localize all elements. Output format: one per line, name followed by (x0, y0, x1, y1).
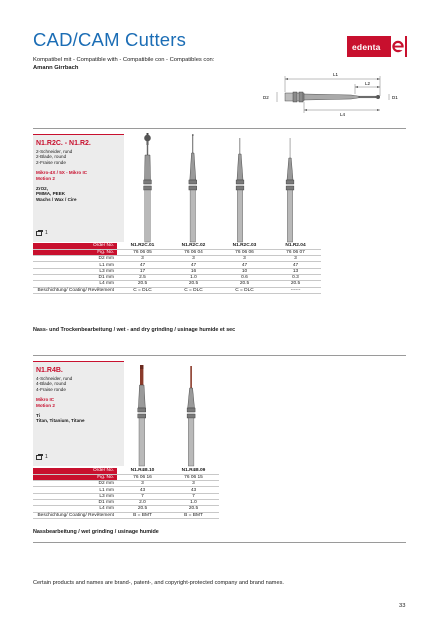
table-cell: ------ (270, 287, 321, 293)
tool-image-n1r2c03 (236, 138, 244, 242)
table-cell: 76 06 15 (168, 474, 219, 480)
table-cell: 13 (270, 268, 321, 274)
product-code: N1.R2C. - N1.R2. (36, 140, 91, 147)
footer-disclaimer: Certain products and names are brand-, patent-, and copyright-protected company and brand names. (33, 580, 284, 586)
label-l1: L1 (333, 72, 339, 77)
material-line: PMMA, PEEK (36, 191, 66, 197)
table-cell: 20.5 (219, 281, 270, 287)
page-number: 33 (399, 603, 406, 609)
material-line: Wachs / Wax / Cire (36, 196, 77, 202)
label-d1: D1 (392, 95, 398, 100)
spec-table-n1r4b (33, 468, 219, 519)
table-cell: 20.5 (168, 281, 219, 287)
product-desc-de: 2-Schneider, rund (36, 149, 73, 154)
table-cell: 17 (117, 268, 168, 274)
table-cell: 3 (219, 256, 270, 262)
table-row (33, 287, 321, 293)
tool-images-n1r4b (135, 364, 215, 468)
package-icon (36, 455, 42, 460)
table-cell: C = DLC (219, 287, 270, 293)
table-cell: N1.R2.04 (270, 243, 321, 249)
machine-line: Mikro IC (36, 397, 55, 403)
table-header-label: Fig. No. (33, 249, 117, 255)
package-icon (36, 231, 42, 236)
usage-note: Nassbearbeitung / wet grinding / usinage humide (33, 529, 159, 535)
spec-table-n1r2 (33, 243, 321, 294)
table-cell: 1.0 (168, 274, 219, 280)
table-cell: 0.6 (219, 274, 270, 280)
divider (33, 128, 406, 129)
row-label: D1 mm (33, 274, 117, 280)
product-panel-n1r2 (33, 134, 124, 242)
machine-line: Motion 2 (36, 402, 55, 408)
table-cell: 20.5 (168, 506, 219, 512)
machine-line: Mikro-4X / 5X - Mikro IC (36, 170, 88, 176)
table-header-label: Order No. (33, 243, 117, 249)
table-cell: N1.R2C.02 (168, 243, 219, 249)
table-cell: 1.0 (168, 499, 219, 505)
table-cell: 76 06 07 (270, 249, 321, 255)
machine-line: Motion 2 (36, 175, 55, 181)
table-cell: 20.5 (117, 506, 168, 512)
product-panel-n1r4b (33, 361, 124, 466)
row-label: L4 mm (33, 281, 117, 287)
table-cell: N1.R2C.03 (219, 243, 270, 249)
row-label: Beschichtung/ Coating/ Revêtement (33, 512, 117, 518)
table-row (33, 512, 219, 518)
table-header-label: Fig. No. (33, 474, 117, 480)
table-cell: 3 (117, 256, 168, 262)
package-count: 1 (45, 230, 48, 236)
table-header-label: Order No. (33, 468, 117, 474)
table-cell: 16 (168, 268, 219, 274)
product-desc-de: 4-Schneider, rund (36, 376, 73, 381)
compatibility-text (33, 57, 214, 72)
table-cell: 20.5 (270, 281, 321, 287)
row-label: D2 mm (33, 256, 117, 262)
table-cell: 43 (117, 487, 168, 493)
table-cell: 47 (219, 262, 270, 268)
compat-line: Kompatibel mit - Compatible with - Compatibile con - Compatibles con: (33, 57, 215, 63)
row-label: L1 mm (33, 487, 117, 493)
table-cell: 2.5 (117, 274, 168, 280)
table-cell: C = DLC (168, 287, 219, 293)
product-desc-en: 4-Blade, round (36, 381, 67, 387)
table-cell: 76 06 04 (168, 249, 219, 255)
table-cell: N1.R4B.09 (168, 468, 219, 474)
table-cell: 3 (168, 256, 219, 262)
label-l2: L2 (365, 81, 371, 86)
row-label: Beschichtung/ Coating/ Revêtement (33, 287, 117, 293)
row-label: L1 mm (33, 262, 117, 268)
table-cell: 0.3 (270, 274, 321, 280)
usage-note: Nass- und Trockenbearbeitung / wet - and dry grinding / usinage humide et sec (33, 327, 236, 333)
table-cell: 47 (117, 262, 168, 268)
page-title: CAD/CAM Cutters (33, 29, 187, 50)
product-desc-fr: 2-Fraise ronde (36, 159, 66, 165)
table-cell: 10 (219, 268, 270, 274)
table-cell: 43 (168, 487, 219, 493)
table-cell: 47 (270, 262, 321, 268)
label-d2: D2 (263, 95, 269, 100)
table-cell: B = BMT (117, 512, 168, 518)
divider (33, 542, 406, 543)
table-cell: N1.R4B.10 (117, 468, 168, 474)
label-l4: L4 (340, 112, 346, 117)
tool-images-n1r2 (140, 132, 320, 244)
tool-image-n1r4b10 (138, 365, 146, 466)
dimension-diagram (255, 66, 415, 128)
tool-image-n1r2c02 (189, 134, 197, 242)
material-line: Titan, Titanium, Titane (36, 418, 85, 424)
table-cell: 47 (168, 262, 219, 268)
edenta-logo (347, 36, 407, 57)
row-label: D2 mm (33, 481, 117, 487)
package-quantity (36, 454, 48, 460)
table-cell: 76 06 16 (117, 474, 168, 480)
material-line: ZrO2, (36, 186, 48, 192)
compat-brand: Amann Girrbach (33, 64, 79, 71)
table-cell: 76 06 05 (117, 249, 168, 255)
divider (33, 355, 406, 356)
table-cell: 7 (117, 493, 168, 499)
package-quantity (36, 230, 48, 236)
tool-image-n1r204 (286, 138, 294, 242)
product-code: N1.R4B. (36, 367, 63, 374)
tool-image-n1r4b09 (187, 366, 195, 466)
table-cell: N1.R2C.01 (117, 243, 168, 249)
table-cell: 2.0 (117, 499, 168, 505)
row-label: D1 mm (33, 499, 117, 505)
table-cell: 76 06 06 (219, 249, 270, 255)
brand-mark-icon (391, 36, 405, 57)
table-cell: B = BMT (168, 512, 219, 518)
row-label: L4 mm (33, 506, 117, 512)
product-desc-fr: 4-Fraise ronde (36, 386, 66, 392)
material-line: Ti (36, 413, 40, 419)
table-cell: 20.5 (117, 281, 168, 287)
row-label: L3 mm (33, 493, 117, 499)
product-desc-en: 2-Blade, round (36, 154, 67, 160)
table-cell: 7 (168, 493, 219, 499)
package-count: 1 (45, 454, 48, 460)
row-label: L3 mm (33, 268, 117, 274)
tool-image-n1r2c01 (144, 133, 152, 242)
table-cell: C = DLC (117, 287, 168, 293)
table-cell: 3 (117, 481, 168, 487)
table-cell: 3 (270, 256, 321, 262)
brand-name: edenta (352, 41, 381, 52)
table-cell: 3 (168, 481, 219, 487)
